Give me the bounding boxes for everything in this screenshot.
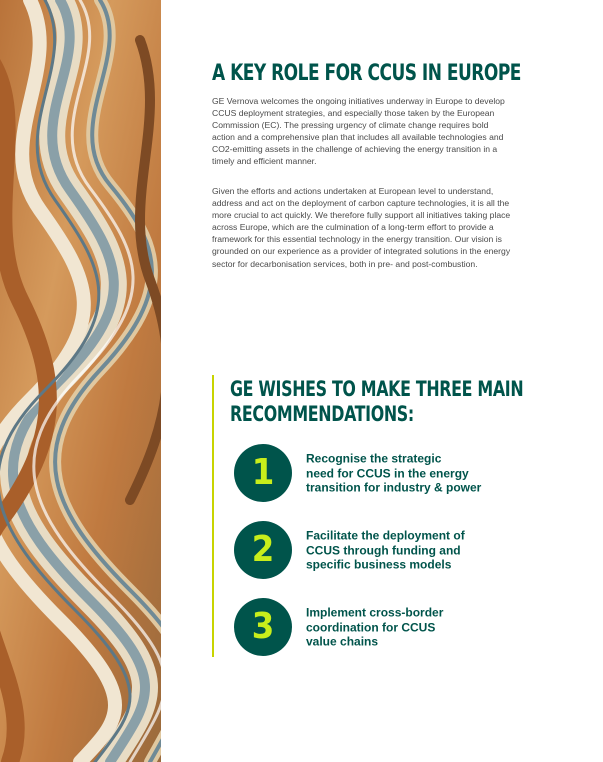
recommendation-item <box>234 521 574 579</box>
number-badge: 2 <box>234 521 292 579</box>
number-badge: 3 <box>234 598 292 656</box>
page-title: A KEY ROLE FOR CCUS IN EUROPE <box>212 60 521 86</box>
recommendation-line: Implement cross-border <box>306 605 444 620</box>
recommendation-line: CCUS through funding and <box>306 542 461 557</box>
recommendation-line: coordination for CCUS <box>306 619 436 634</box>
recommendation-line: Recognise the strategic <box>306 451 442 466</box>
recommendation-item <box>234 444 574 502</box>
recommendation-line: transition for industry & power <box>306 480 482 495</box>
content-panel <box>161 0 603 762</box>
recommendation-line: value chains <box>306 634 379 649</box>
number-badge: 1 <box>234 444 292 502</box>
recommendation-text <box>306 605 506 649</box>
aerial-rock-strata-image <box>0 0 161 762</box>
accent-divider <box>212 375 214 657</box>
recommendations-heading-line: RECOMMENDATIONS: <box>230 402 414 426</box>
intro-paragraph: GE Vernova welcomes the ongoing initiatives underway in Europe to develop CCUS deployment strategies, and especially those taken by the European Commission (EC). The pressing urgency of climate change requires bold action and a comprehensive plan that includes all available technologies and CO2-emitting assets in the challenge of achieving the energy transition in a timely and efficient manner. <box>212 96 505 167</box>
recommendation-line: Facilitate the deployment of <box>306 528 465 543</box>
recommendation-item <box>234 598 574 656</box>
recommendation-line: need for CCUS in the energy <box>306 465 469 480</box>
recommendation-text <box>306 451 506 495</box>
support-paragraph: Given the efforts and actions undertaken at European level to understand, address and act on the deployment of carbon capture technologies, it is all the more crucial to act quickly. We therefore fully support all initiatives taking place across Europe, which are the culmination of a long-term effort to provide a framework for this essential technology in the energy transition. Our vision is grounded on our experience as a provider of integrated solutions in the energy sector for decarbonisation services, both in pre- and post-combustion. <box>212 186 511 269</box>
recommendation-text <box>306 528 506 572</box>
recommendations-heading-line: GE WISHES TO MAKE THREE MAIN <box>230 377 524 401</box>
recommendation-line: specific business models <box>306 557 452 572</box>
recommendations-heading <box>230 377 523 427</box>
